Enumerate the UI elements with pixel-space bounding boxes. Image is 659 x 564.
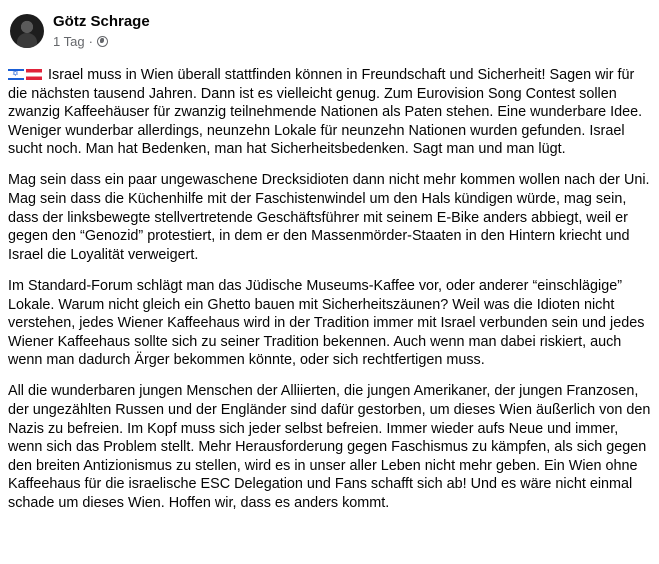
- israel-flag-icon: [8, 69, 24, 80]
- timestamp[interactable]: 1 Tag: [53, 34, 85, 49]
- author-name[interactable]: Götz Schrage: [53, 13, 150, 30]
- paragraph-3: Im Standard-Forum schlägt man das Jüdische Museums-Kaffee vor, oder anderer “einschlägige” Lokale. Warum nicht gleich ein Ghetto bauen mit Sicherheitszäunen? Weil was die Idioten nicht verstehen, jedes Wiener Kaffeehaus wird in der Tradition immer mit Israel verbunden sein und jedes Wiener Kaffeehaus sollte sich zu seiner Tradition bekennen. Auch wenn man dabei riskiert, auch wenn man dadurch Ärger bekommen könnte, oder sich rechtfertigen muss.: [8, 277, 645, 369]
- globe-icon[interactable]: [97, 36, 108, 47]
- post-header: [8, 10, 653, 52]
- post-meta: [53, 12, 150, 50]
- austria-flag-icon: [26, 69, 42, 80]
- post-subline: [53, 33, 150, 50]
- avatar[interactable]: [10, 14, 44, 48]
- paragraph-text: Israel muss in Wien überall stattfinden können in Freundschaft und Sicherheit! Sagen wir für die nächsten tausend Jahren. Dann ist es vielleicht genug. Zum Eurovision Song Contest sollen zwanzig Kaffeehäuser für zwanzig teilnehmende Nationen als Paten stehen. Eine wunderbare Idee. Weniger wunderbar allerdings, neunzehn Lokale für neunzehn Nationen wurden gefunden. Israel sucht noch. Man hat Bedenken, man hat Sicherheitsbedenken. Sagt man und man lügt.: [8, 67, 643, 158]
- paragraph-4: All die wunderbaren jungen Menschen der Alliierten, die jungen Amerikaner, der jungen Franzosen, der ungezählten Russen und der Engländer sind dafür gestorben, um dieses Wien äußerlich von den Nazis zu befreien. Im Kopf muss sich jeder selbst befreien. Immer wieder aufs Neue und immer, wenn sich das Problem stellt. Mehr Herausforderung gegen Faschismus zu kämpfen, als sich gegen den breiten Antizionismus zu stellen, wird es in unser aller Leben nicht mehr geben. Ein Wien ohne Kaffeehaus für die israelische ESC Delegation und Fans schafft sich ab! Und es wäre nicht einmal schade um dieses Wien. Hoffen wir, dass es anders kommt.: [8, 383, 651, 511]
- paragraph-1: [8, 66, 651, 159]
- separator: ·: [88, 34, 93, 49]
- paragraph-2: Mag sein dass ein paar ungewaschene Drecksidioten dann nicht mehr kommen wollen nach der Uni. Mag sein dass die Küchenhilfe mit der Faschistenwindel um den Hals kündigen würde, mag sein, dass der linksbewegte stellvertretende Geschäftsführer mit seinem E-Bike anders abbiegt, weil er gegen den “Genozid” protestiert, in dem er den Massenmörder-Staaten in den Hintern kriecht und Israel die Loyalität verweigert.: [8, 172, 650, 263]
- post-body: [8, 66, 653, 513]
